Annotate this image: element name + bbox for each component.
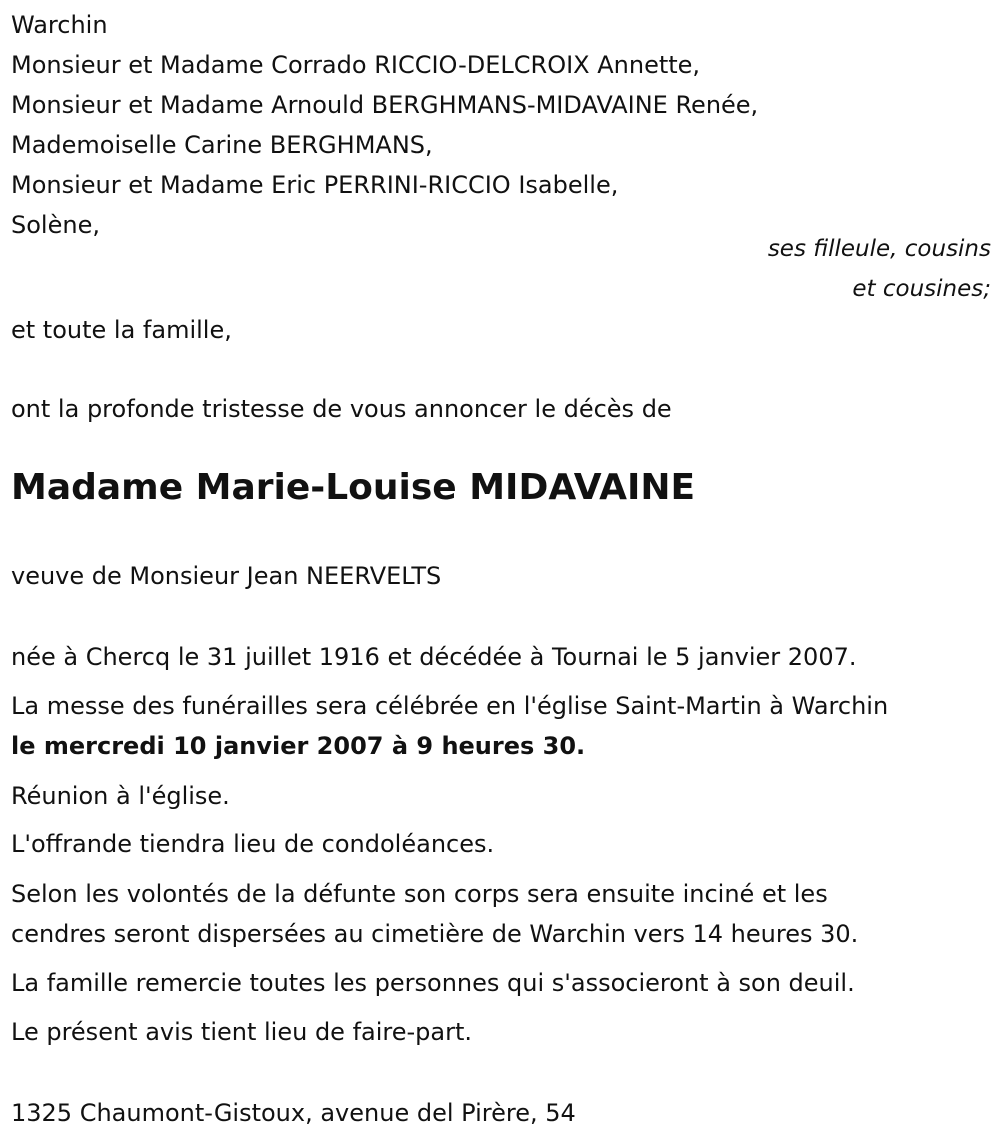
- address-line: 1325 Chaumont-Gistoux, avenue del Pirère, 54: [11, 1099, 576, 1127]
- family-line: Mademoiselle Carine BERGHMANS,: [11, 131, 433, 159]
- birth-death-line: née à Chercq le 31 juillet 1916 et décédée à Tournai le 5 janvier 2007.: [11, 643, 857, 671]
- deceased-name: Madame Marie-Louise MIDAVAINE: [11, 467, 696, 508]
- family-all-line: et toute la famille,: [11, 316, 232, 344]
- cremation-line: cendres seront dispersées au cimetière de Warchin vers 14 heures 30.: [11, 920, 859, 948]
- mass-line: La messe des funérailles sera célébrée en l'église Saint-Martin à Warchin: [11, 692, 889, 720]
- place-line: Warchin: [11, 11, 108, 39]
- family-line: Solène,: [11, 211, 100, 239]
- cremation-line: Selon les volontés de la défunte son corps sera ensuite inciné et les: [11, 880, 828, 908]
- relation-line: et cousines;: [852, 276, 991, 302]
- thanks-line: La famille remercie toutes les personnes qui s'associeront à son deuil.: [11, 969, 855, 997]
- family-line: Monsieur et Madame Eric PERRINI-RICCIO Isabelle,: [11, 171, 619, 199]
- offering-line: L'offrande tiendra lieu de condoléances.: [11, 830, 495, 858]
- notice-line: Le présent avis tient lieu de faire-part.: [11, 1018, 473, 1046]
- family-line: Monsieur et Madame Corrado RICCIO-DELCROIX Annette,: [11, 51, 701, 79]
- family-line: Monsieur et Madame Arnould BERGHMANS-MIDAVAINE Renée,: [11, 91, 759, 119]
- mass-date-line: le mercredi 10 janvier 2007 à 9 heures 30.: [11, 732, 586, 760]
- relation-line: ses filleule, cousins: [767, 236, 991, 262]
- meeting-line: Réunion à l'église.: [11, 782, 230, 810]
- announcement-line: ont la profonde tristesse de vous annoncer le décès de: [11, 395, 672, 423]
- widow-of-line: veuve de Monsieur Jean NEERVELTS: [11, 562, 442, 590]
